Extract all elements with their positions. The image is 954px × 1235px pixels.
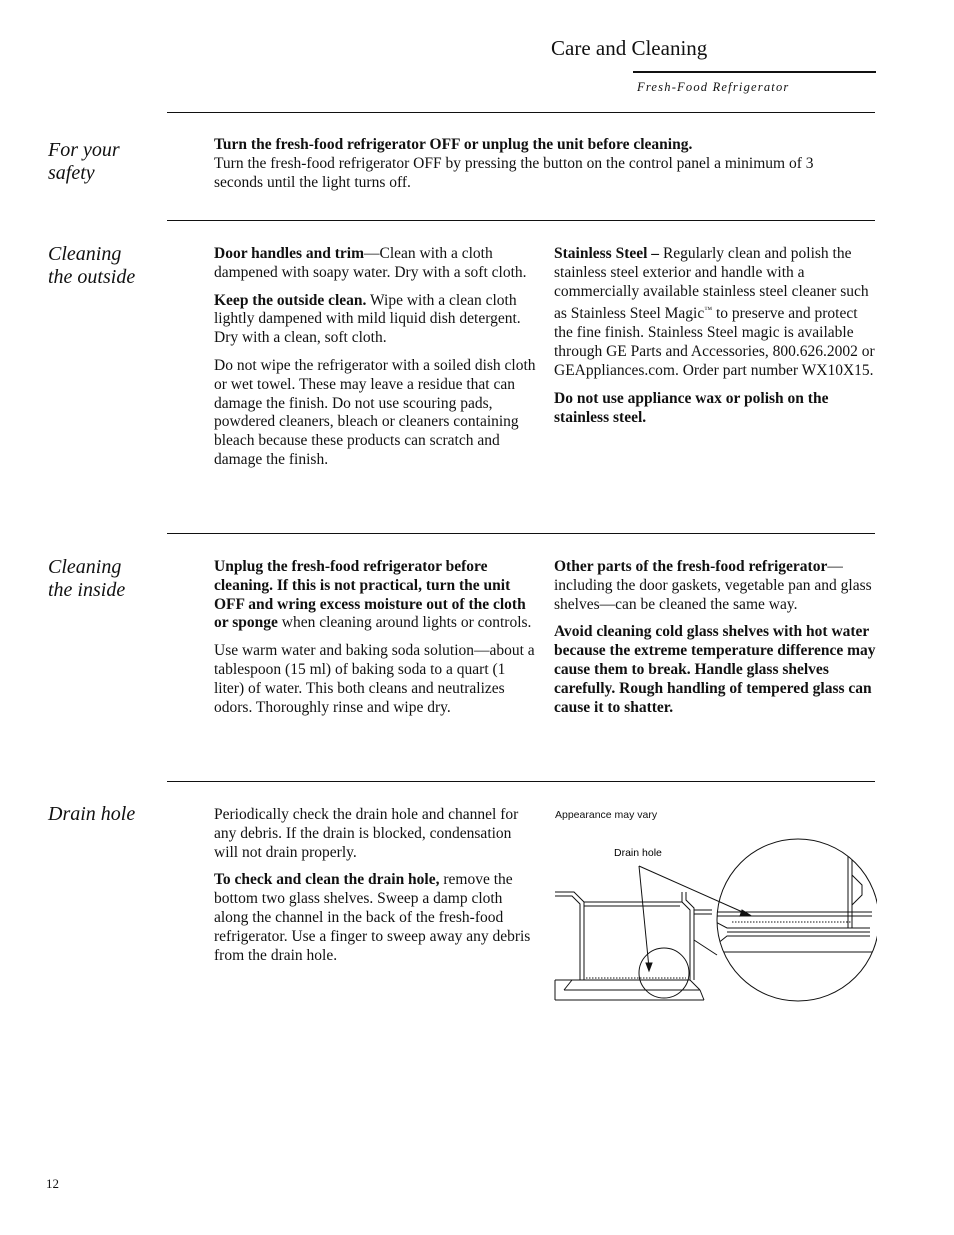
stainless-text-a: Regularly clean and polish the stainless steel exterior and handle with a commercially available stainless steel cleaner such as Stainless Steel Magic [554,245,869,323]
inside-r1-bold: Other parts of the fresh-food refrigerator [554,558,828,575]
outside-heading: Cleaning the outside [48,243,136,288]
safety-bold-text: Turn the fresh-food refrigerator OFF or unplug the unit before cleaning. [214,136,693,153]
stainless-bold: Stainless Steel – [554,245,660,262]
outside-paragraph [214,245,538,283]
drain-left-column [214,806,538,974]
stainless-warning-bold: Do not use appliance wax or polish on the stainless steel. [554,389,829,426]
safety-text: Turn the fresh-food refrigerator OFF by pressing the button on the control panel a minimum of 3 seconds until the light turns off. [214,154,814,191]
page-number: 12 [46,1176,59,1191]
section-divider [167,533,875,534]
stainless-paragraph [554,245,876,381]
drain-heading: Drain hole [48,803,136,825]
outside-p2-bold: Keep the outside clean. [214,291,367,309]
inside-p1-text: when cleaning around lights or controls. [277,614,532,632]
figure-caption: Appearance may vary [555,809,658,821]
outside-p2-text: Wipe with a clean cloth lightly dampened with mild liquid dish detergent. Dry with a clean, soft cloth. [214,291,521,347]
inside-left-column [214,558,538,726]
inside-other-parts [554,558,876,614]
inside-r1-text: —including the door gaskets, vegetable pan and glass shelves—can be cleaned the same way. [554,558,872,613]
drain-p2-text: remove the bottom two glass shelves. Sweep a damp cloth along the channel in the back of the fresh-food refrigerator. Use a finger to sweep away any debris from the drain hole. [214,871,531,964]
drain-paragraph [214,871,538,965]
outside-paragraph: Do not wipe the refrigerator with a soiled dish cloth or wet towel. These may leave a residue that can damage the finish. Do not use scouring pads, powdered cleaners, bleach or cleaners containing bleach because these products can scratch and damage the finish. [214,356,536,468]
section-divider [167,112,875,113]
inside-right-column [554,558,876,726]
safety-block [214,136,854,192]
drain-hole-label: Drain hole [614,847,662,859]
inside-r2-bold: Avoid cleaning cold glass shelves with hot water because the extreme temperature difference may cause them to break. Handle glass shelves carefully. Rough handling of tempered glass can cause it to shatter. [554,623,876,716]
inside-p1-bold: Unplug the fresh-food refrigerator before cleaning. If this is not practical, turn the unit OFF and wring excess moisture out of the cloth or sponge [214,558,526,632]
outside-p1-text: —Clean with a cloth dampened with soapy water. Dry with a soft cloth. [214,245,527,281]
page-section-subtitle: Fresh-Food Refrigerator [637,80,790,94]
stainless-warning [554,390,876,428]
drain-paragraph: Periodically check the drain hole and channel for any debris. If the drain is blocked, condensation will not drain properly. [214,806,519,861]
safety-heading: For your safety [48,139,120,184]
section-divider [167,781,875,782]
outside-p1-bold: Door handles and trim [214,245,364,262]
outside-left-column [214,245,538,479]
stainless-text-b: to preserve and protect the fine finish. Stainless Steel magic is available through GE Parts and Accessories, 800.626.2002 or GEAppliances.com. Order part number WX10X15. [554,305,875,379]
section-divider [167,220,875,221]
drain-p2-bold: To check and clean the drain hole, [214,871,440,889]
inside-paragraph: Use warm water and baking soda solution—about a tablespoon (15 ml) of baking soda to a quart (1 liter) of water. This both cleans and neutralizes odors. Thoroughly rinse and wipe dry. [214,642,535,716]
outside-right-column [554,245,876,436]
header-rule [633,71,876,73]
inside-glass-warning [554,623,876,717]
inside-heading: Cleaning the inside [48,556,126,601]
page-section-title: Care and Cleaning [551,36,708,60]
inside-paragraph [214,558,538,633]
trademark-symbol: ™ [704,305,713,315]
drain-hole-illustration [552,830,877,1005]
outside-paragraph [214,292,538,348]
